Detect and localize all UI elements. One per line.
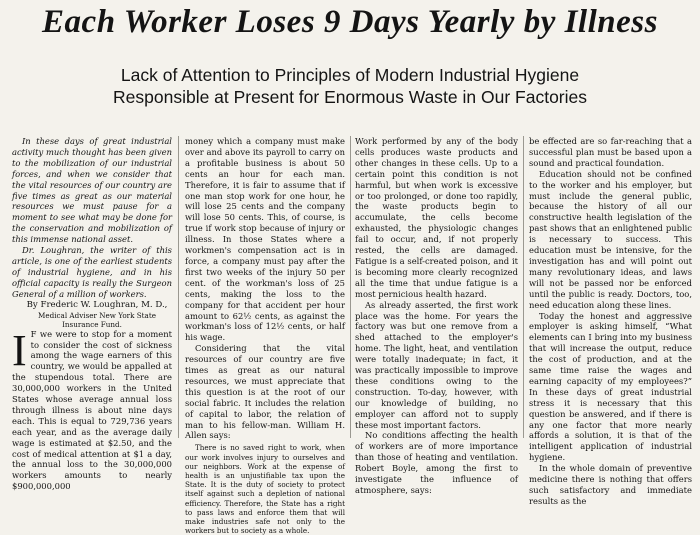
opening-paragraph	[12, 325, 172, 493]
column-2	[185, 136, 345, 535]
opening-paragraph-text: F we were to stop for a moment to consider the cost of sickness among the wage earners of this country, we would be appalled at the stupendous total. There are 30,000,000 workers in the United States whose average annual loss through illness is about nine days each. This is equal to 729,736 years each year, and as the average daily wage is estimated at $2.50, and the cost of medical attention at $1 a day, the annual loss to the 30,000,000 workers amounts to nearly $900,000,000	[12, 328, 172, 492]
column-1	[12, 136, 172, 492]
intro-author-note: Dr. Loughran, the writer of this article, is one of the earliest students of industrial hygiene, and in his official capacity is really the Surgeon General of a million of workers.	[12, 245, 172, 299]
column-rule	[350, 136, 351, 438]
article-columns	[12, 136, 692, 535]
editor-intro	[12, 136, 172, 300]
column-3	[355, 136, 518, 495]
paragraph: In the whole domain of preventive medicine there is nothing that offers such satisfactory and immediate results as the	[529, 463, 692, 506]
column-4	[529, 136, 692, 506]
byline-title: Medical Adviser New York State Insurance Fund.	[38, 310, 156, 329]
subhead-line-1: Lack of Attention to Principles of Modern Industrial Hygiene	[120, 65, 580, 85]
paragraph: be effected are so far-reaching that a successful plan must be based upon a sound and practical foundation.	[529, 136, 692, 168]
quotation: There is no saved right to work, when our work involves injury to ourselves and our neighbors. Work at the expense of health is an unjustifiable tax upon the State. It is the duty of society to protect itself against such a depletion of national efficiency. Therefore, the State has a right to pass laws and enforce them that will make industries safe not only to the workers but to society as a whole.	[185, 443, 345, 535]
column-rule	[178, 136, 179, 438]
paragraph: No conditions affecting the health of workers are of more importance than those of heating and ventilation. Robert Boyle, among the first to investigate the influence of atmosphere, says:	[355, 430, 518, 495]
paragraph: Work performed by any of the body cells produces waste products and other changes in these cells. Up to a certain point this condition is not harmful, but when work is excessive or too prolonged, or done too rapidly, the waste products begin to accumulate, the cells become exhausted, the physiologic changes fail to occur, and, if not properly rested, the cells are damaged. Fatigue is a self-created poison, and it is becoming more clearly recognized all the time that undue fatigue is a most pernicious health hazard.	[355, 136, 518, 299]
byline: By Frederic W. Loughran, M. D.,	[26, 299, 168, 310]
column-rule	[523, 136, 524, 438]
paragraph: money which a company must make over and above its payroll to carry on a profitable business is about 50 cents an hour for each man. Therefore, it is fair to assume that if one man stop work for one hour, he will lose 25 cents and the company will lose 50 cents. This, of course, is true if work stop because of injury or illness. In those States where a workmen's compensation act is in force, a company must pay after the first two weeks of the injury 50 per cent. of the workman's loss of 25 cents, making the loss to the company for that accident per hour amount to 62½ cents, as against the workman's loss of 12½ cents, or half his wage.	[185, 136, 345, 343]
drop-cap: I	[12, 325, 27, 375]
headline: Each Worker Loses 9 Days Yearly by Illness	[42, 4, 658, 40]
paragraph: Today the honest and aggressive employer is asking himself, “What elements can I bring into my business that will increase the output, reduce the cost of production, and at the same time raise the wages and earning capacity of my employees?” In these days of great industrial stress it is necessary that this question be answered, and if there is any one factor that more nearly affords a solution, it is that of the intelligent application of industrial hygiene.	[529, 310, 692, 463]
paragraph: Education should not be confined to the worker and his employer, but must include the general public, because the history of all our constructive health legislation of the past shows that an enlightened public is necessary to success. This education must be intensive, for the investigation has and will point out many revolutionary ideas, and laws will not be passed nor be enforced until the public is ready. Doctors, too, need education along these lines.	[529, 168, 692, 310]
subheadline	[0, 64, 700, 108]
paragraph: As already asserted, the first work place was the home. For years the factory was but one remove from a shed attached to the employer's home. The light, heat, and ventilation were totally inadequate; in fact, it was practically impossible to improve these conditions owing to the construction. To-day, however, with our knowledge of building, no employer can afford not to supply these most important factors.	[355, 299, 518, 430]
subhead-line-2: Responsible at Present for Enormous Waste in Our Factories	[113, 87, 587, 107]
paragraph: Considering that the vital resources of our country are five times as great as our natural resources, we must appreciate that this question is at the root of our social fabric. It includes the relation of capital to labor, the relation of man to his fellow-man. William H. Allen says:	[185, 343, 345, 441]
intro-paragraph: In these days of great industrial activity much thought has been given to the mobilization of our industrial forces, and when we consider that the vital resources of our country are five times as great as our material resources we must pause for a moment to see what may be done for the conservation and mobilization of this immense national asset.	[12, 136, 172, 245]
